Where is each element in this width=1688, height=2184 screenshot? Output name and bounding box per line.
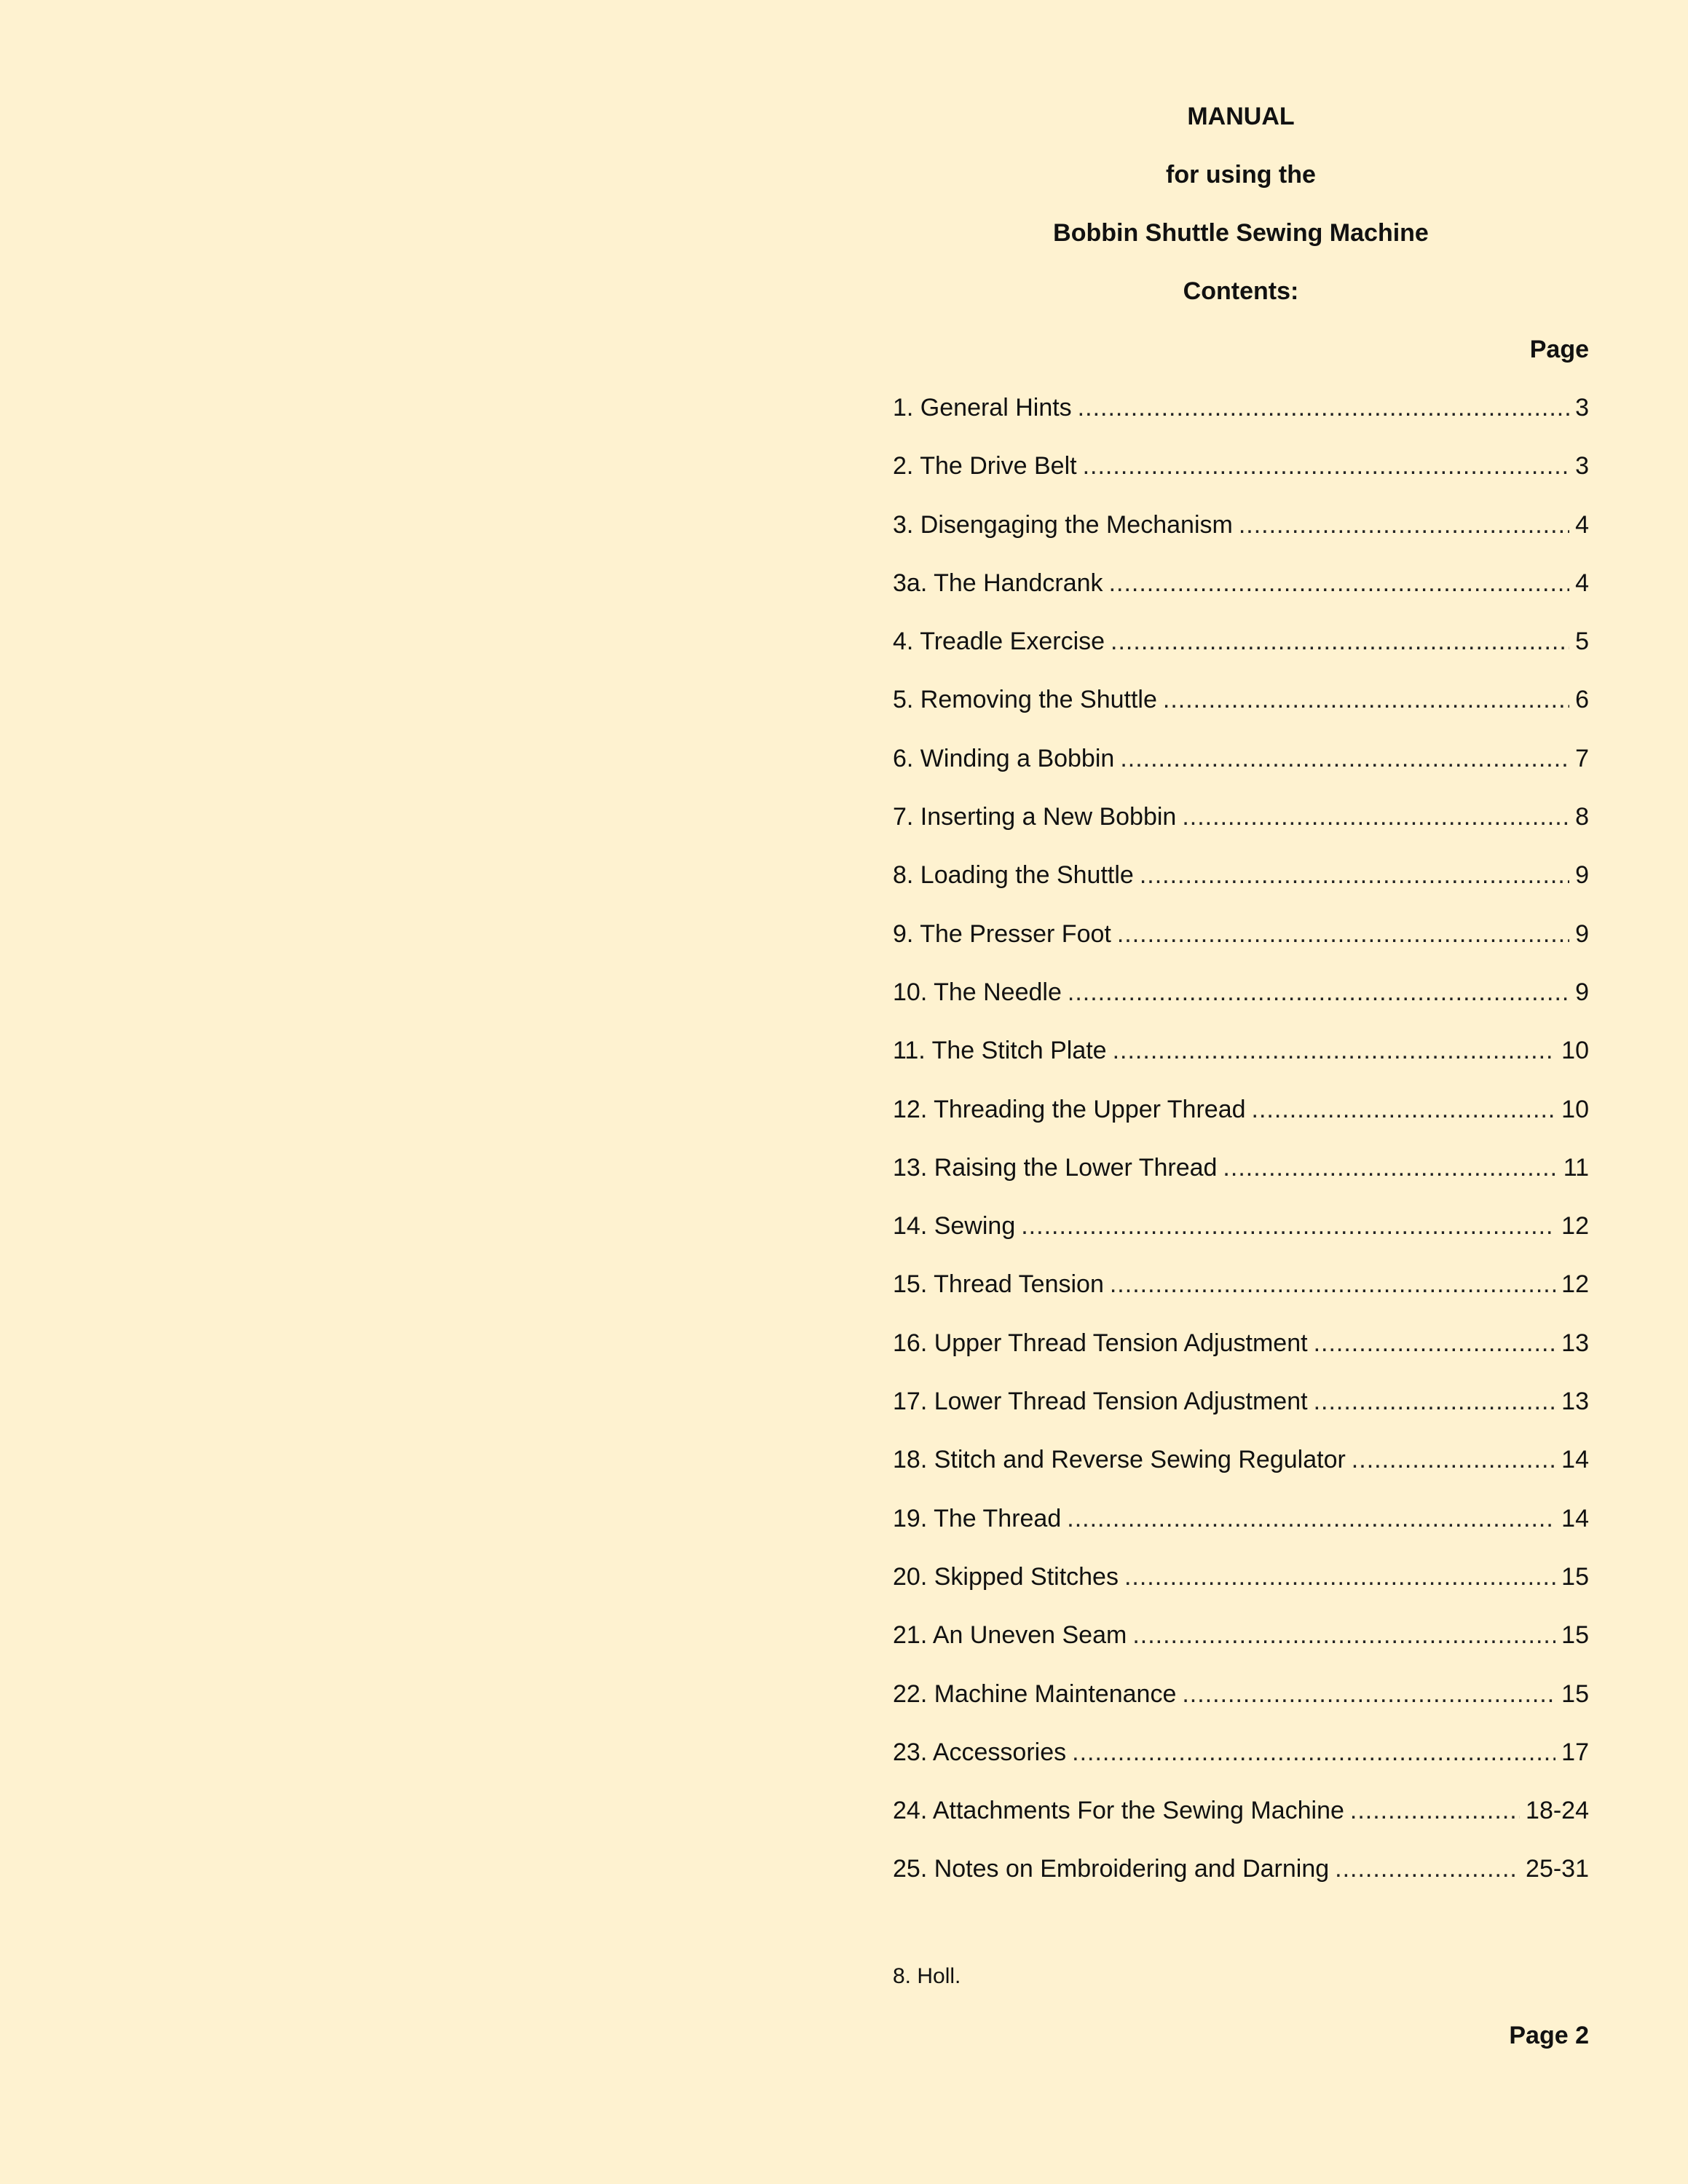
toc-entry: [893, 1562, 1589, 1621]
toc-entry: [893, 1270, 1589, 1328]
footnote: 8. Holl.: [893, 1964, 961, 1988]
toc-entry: [893, 510, 1589, 569]
toc-entry-title: 23. Accessories: [893, 1738, 1067, 1766]
toc-entry-page: 9: [1575, 919, 1589, 948]
toc-entry: [893, 1796, 1589, 1854]
toc-entry-page: 8: [1575, 803, 1589, 831]
contents-heading: Contents:: [1183, 277, 1299, 305]
toc-entry-title: 14. Sewing: [893, 1212, 1016, 1241]
toc-entry-page: 15: [1561, 1621, 1589, 1650]
machine-name: Bobbin Shuttle Sewing Machine: [1053, 219, 1429, 247]
toc-entry: [893, 802, 1589, 860]
page-column-label: Page: [1529, 336, 1589, 363]
toc-dot-leader: [1252, 1095, 1556, 1124]
toc-entry: [893, 744, 1589, 802]
toc-entry-title: 11. The Stitch Plate: [893, 1037, 1107, 1065]
toc-dot-leader: [1021, 1211, 1555, 1241]
toc-dot-leader: [1068, 978, 1569, 1007]
toc-entry: [893, 569, 1589, 627]
toc-entry-title: 16. Upper Thread Tension Adjustment: [893, 1329, 1308, 1357]
toc-dot-leader: [1072, 1738, 1555, 1767]
toc-dot-leader: [1335, 1854, 1520, 1883]
toc-dot-leader: [1314, 1329, 1556, 1358]
manual-subtitle: for using the: [1166, 161, 1316, 189]
toc-entry: [893, 1153, 1589, 1211]
toc-entry: [893, 1329, 1589, 1387]
toc-entry-title: 18. Stitch and Reverse Sewing Regulator: [893, 1446, 1346, 1474]
toc-dot-leader: [1078, 393, 1569, 422]
toc-entry-page: 11: [1563, 1153, 1589, 1182]
toc-entry: [893, 978, 1589, 1036]
toc-dot-leader: [1083, 451, 1569, 480]
toc-entry-title: 8. Loading the Shuttle: [893, 861, 1134, 890]
toc-entry-title: 25. Notes on Embroidering and Darning: [893, 1855, 1330, 1883]
toc-dot-leader: [1163, 685, 1569, 714]
toc-entry-page: 12: [1561, 1270, 1589, 1299]
toc-entry-page: 17: [1561, 1738, 1589, 1766]
toc-dot-leader: [1350, 1796, 1520, 1825]
toc-dot-leader: [1109, 569, 1570, 598]
toc-entry: [893, 1036, 1589, 1094]
toc-dot-leader: [1110, 1270, 1555, 1299]
toc-entry-page: 4: [1575, 569, 1589, 597]
toc-entry-title: 9. The Presser Foot: [893, 919, 1111, 948]
toc-entry: [893, 1738, 1589, 1796]
toc-entry: [893, 1095, 1589, 1153]
toc-entry-page: 9: [1575, 978, 1589, 1006]
toc-dot-leader: [1067, 1504, 1555, 1533]
toc-entry-title: 19. The Thread: [893, 1504, 1062, 1532]
toc-entry-page: 5: [1575, 628, 1589, 656]
toc-entry: [893, 451, 1589, 510]
toc-entry: [893, 1679, 1589, 1738]
toc-entry: [893, 1211, 1589, 1270]
toc-dot-leader: [1140, 860, 1569, 890]
toc-dot-leader: [1120, 744, 1569, 773]
toc-entry-page: 3: [1575, 394, 1589, 422]
toc-entry-title: 6. Winding a Bobbin: [893, 744, 1115, 772]
toc-entry-page: 7: [1575, 744, 1589, 772]
toc-dot-leader: [1132, 1621, 1555, 1650]
table-of-contents: [893, 393, 1589, 1913]
toc-dot-leader: [1223, 1153, 1557, 1182]
toc-dot-leader: [1314, 1387, 1556, 1416]
toc-dot-leader: [1124, 1562, 1555, 1591]
toc-entry-title: 1. General Hints: [893, 394, 1072, 422]
toc-entry-page: 14: [1561, 1446, 1589, 1474]
toc-entry-page: 10: [1561, 1095, 1589, 1123]
toc-entry-page: 14: [1561, 1504, 1589, 1532]
toc-dot-leader: [1239, 510, 1569, 539]
toc-entry-page: 18-24: [1526, 1797, 1589, 1825]
toc-entry-title: 7. Inserting a New Bobbin: [893, 803, 1177, 831]
toc-entry-page: 13: [1561, 1329, 1589, 1357]
toc-entry-page: 15: [1561, 1679, 1589, 1708]
toc-entry-title: 3. Disengaging the Mechanism: [893, 510, 1233, 539]
toc-entry: [893, 393, 1589, 451]
toc-entry-title: 17. Lower Thread Tension Adjustment: [893, 1388, 1308, 1416]
toc-entry-title: 20. Skipped Stitches: [893, 1562, 1119, 1591]
toc-entry-page: 15: [1561, 1562, 1589, 1591]
toc-entry-page: 9: [1575, 861, 1589, 890]
toc-entry-title: 4. Treadle Exercise: [893, 628, 1105, 656]
toc-entry-title: 24. Attachments For the Sewing Machine: [893, 1797, 1344, 1825]
toc-dot-leader: [1352, 1445, 1555, 1474]
toc-dot-leader: [1182, 1679, 1555, 1709]
toc-entry: [893, 627, 1589, 685]
toc-entry-title: 21. An Uneven Seam: [893, 1621, 1127, 1650]
toc-entry: [893, 919, 1589, 978]
toc-entry-title: 22. Machine Maintenance: [893, 1679, 1177, 1708]
toc-entry: [893, 1445, 1589, 1503]
toc-entry: [893, 685, 1589, 743]
toc-entry-page: 10: [1561, 1037, 1589, 1065]
page-number: Page 2: [1509, 2022, 1589, 2049]
toc-entry: [893, 1621, 1589, 1679]
toc-entry-title: 2. The Drive Belt: [893, 452, 1077, 480]
toc-entry-page: 13: [1561, 1388, 1589, 1416]
toc-entry: [893, 1854, 1589, 1912]
toc-entry-page: 6: [1575, 686, 1589, 714]
toc-entry-page: 3: [1575, 452, 1589, 480]
toc-entry-page: 4: [1575, 510, 1589, 539]
toc-entry: [893, 860, 1589, 919]
toc-entry-page: 12: [1561, 1212, 1589, 1241]
toc-dot-leader: [1111, 627, 1569, 656]
toc-entry-page: 25-31: [1526, 1855, 1589, 1883]
toc-entry-title: 15. Thread Tension: [893, 1270, 1104, 1299]
toc-entry-title: 10. The Needle: [893, 978, 1062, 1006]
toc-dot-leader: [1117, 919, 1569, 949]
manual-title: MANUAL: [1187, 103, 1295, 130]
toc-dot-leader: [1113, 1036, 1556, 1065]
toc-entry-title: 3a. The Handcrank: [893, 569, 1103, 597]
toc-entry: [893, 1387, 1589, 1445]
toc-entry-title: 5. Removing the Shuttle: [893, 686, 1157, 714]
toc-entry-title: 13. Raising the Lower Thread: [893, 1153, 1218, 1182]
toc-entry: [893, 1504, 1589, 1562]
toc-entry-title: 12. Threading the Upper Thread: [893, 1095, 1246, 1123]
toc-dot-leader: [1182, 802, 1569, 831]
